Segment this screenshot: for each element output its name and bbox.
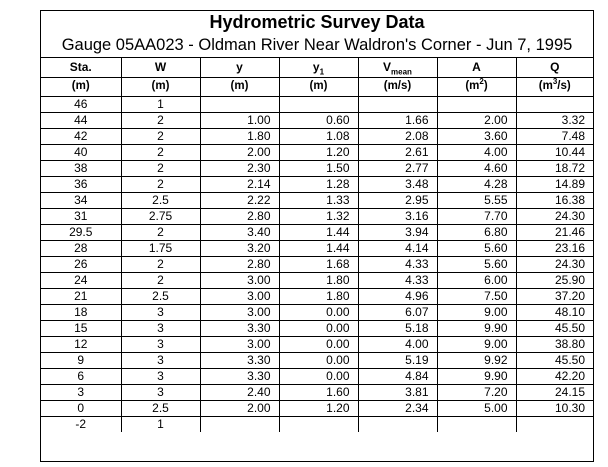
cell-w: 1.75 xyxy=(121,240,200,256)
cell-w: 3 xyxy=(121,352,200,368)
table-row xyxy=(41,352,593,368)
cell-a xyxy=(437,416,516,432)
cell-y: 3.30 xyxy=(200,320,279,336)
cell-vmean xyxy=(358,96,437,112)
cell-y: 2.30 xyxy=(200,160,279,176)
cell-sta: 26 xyxy=(41,256,121,272)
cell-y: 2.80 xyxy=(200,208,279,224)
header-sta: Sta. xyxy=(41,58,121,77)
cell-sta: 44 xyxy=(41,112,121,128)
cell-a xyxy=(437,96,516,112)
cell-vmean: 2.61 xyxy=(358,144,437,160)
header-q: Q xyxy=(516,58,593,77)
cell-a: 4.28 xyxy=(437,176,516,192)
cell-sta: 31 xyxy=(41,208,121,224)
cell-q: 37.20 xyxy=(516,288,593,304)
cell-a: 4.60 xyxy=(437,160,516,176)
cell-y1 xyxy=(279,96,358,112)
cell-vmean: 3.81 xyxy=(358,384,437,400)
cell-y1: 1.50 xyxy=(279,160,358,176)
cell-q: 42.20 xyxy=(516,368,593,384)
table-row xyxy=(41,320,593,336)
cell-y: 2.80 xyxy=(200,256,279,272)
cell-y1: 1.80 xyxy=(279,272,358,288)
cell-vmean: 5.19 xyxy=(358,352,437,368)
table-row xyxy=(41,400,593,416)
cell-a: 5.55 xyxy=(437,192,516,208)
cell-sta: 18 xyxy=(41,304,121,320)
header-a: A xyxy=(437,58,516,77)
cell-q: 10.44 xyxy=(516,144,593,160)
table-row xyxy=(41,192,593,208)
cell-a: 7.50 xyxy=(437,288,516,304)
cell-a: 7.70 xyxy=(437,208,516,224)
cell-a: 6.80 xyxy=(437,224,516,240)
cell-q: 24.30 xyxy=(516,208,593,224)
cell-q: 14.89 xyxy=(516,176,593,192)
table-row xyxy=(41,144,593,160)
unit-q: $(m^3/s)$ xyxy=(516,77,593,96)
cell-a: 9.92 xyxy=(437,352,516,368)
header-y: y xyxy=(200,58,279,77)
cell-sta: 36 xyxy=(41,176,121,192)
table-row xyxy=(41,176,593,192)
table-row xyxy=(41,368,593,384)
cell-a: 9.90 xyxy=(437,368,516,384)
cell-a: 5.60 xyxy=(437,240,516,256)
cell-y1: 0.00 xyxy=(279,304,358,320)
cell-y xyxy=(200,416,279,432)
cell-sta: 46 xyxy=(41,96,121,112)
cell-y: 2.40 xyxy=(200,384,279,400)
cell-vmean: 6.07 xyxy=(358,304,437,320)
cell-sta: 28 xyxy=(41,240,121,256)
cell-q: 24.15 xyxy=(516,384,593,400)
cell-vmean: 2.95 xyxy=(358,192,437,208)
cell-w: 2 xyxy=(121,144,200,160)
cell-y: 1.00 xyxy=(200,112,279,128)
cell-sta: 42 xyxy=(41,128,121,144)
cell-vmean: 3.94 xyxy=(358,224,437,240)
cell-y1: 1.20 xyxy=(279,144,358,160)
cell-y: 3.00 xyxy=(200,272,279,288)
cell-vmean: 3.16 xyxy=(358,208,437,224)
cell-a: 9.00 xyxy=(437,336,516,352)
cell-vmean: 2.34 xyxy=(358,400,437,416)
cell-q: 45.50 xyxy=(516,352,593,368)
cell-y1: 1.28 xyxy=(279,176,358,192)
unit-a: $(m^2)$ xyxy=(437,77,516,96)
cell-y1: 1.32 xyxy=(279,208,358,224)
table-row xyxy=(41,384,593,400)
cell-y: 3.20 xyxy=(200,240,279,256)
cell-w: 3 xyxy=(121,336,200,352)
cell-q: 18.72 xyxy=(516,160,593,176)
cell-q: 45.50 xyxy=(516,320,593,336)
cell-sta: 0 xyxy=(41,400,121,416)
cell-y: 3.40 xyxy=(200,224,279,240)
cell-y: 2.00 xyxy=(200,144,279,160)
table-row xyxy=(41,208,593,224)
cell-w: 2.75 xyxy=(121,208,200,224)
unit-y: (m) xyxy=(200,77,279,96)
cell-y: 3.00 xyxy=(200,336,279,352)
cell-sta: 29.5 xyxy=(41,224,121,240)
cell-y1: 0.00 xyxy=(279,352,358,368)
cell-w: 2.5 xyxy=(121,400,200,416)
cell-y: 2.14 xyxy=(200,176,279,192)
cell-a: 4.00 xyxy=(437,144,516,160)
cell-y1: 0.60 xyxy=(279,112,358,128)
cell-w: 2 xyxy=(121,224,200,240)
cell-a: 7.20 xyxy=(437,384,516,400)
cell-y: 3.00 xyxy=(200,288,279,304)
header-row-symbols xyxy=(41,58,593,77)
cell-vmean: 3.48 xyxy=(358,176,437,192)
table-row xyxy=(41,288,593,304)
table-row xyxy=(41,128,593,144)
cell-y1: 0.00 xyxy=(279,336,358,352)
cell-y: 2.00 xyxy=(200,400,279,416)
table-row xyxy=(41,240,593,256)
table-row xyxy=(41,336,593,352)
table-row xyxy=(41,304,593,320)
cell-w: 1 xyxy=(121,96,200,112)
header-y1: $y_1$ xyxy=(279,58,358,77)
cell-sta: 12 xyxy=(41,336,121,352)
cell-q: 48.10 xyxy=(516,304,593,320)
cell-y: 1.80 xyxy=(200,128,279,144)
unit-sta: (m) xyxy=(41,77,121,96)
header-w: W xyxy=(121,58,200,77)
unit-y1: (m) xyxy=(279,77,358,96)
cell-y1: 0.00 xyxy=(279,368,358,384)
table-row xyxy=(41,224,593,240)
cell-sta: 6 xyxy=(41,368,121,384)
cell-vmean: 4.84 xyxy=(358,368,437,384)
cell-w: 3 xyxy=(121,320,200,336)
cell-a: 5.00 xyxy=(437,400,516,416)
cell-q: 24.30 xyxy=(516,256,593,272)
cell-sta: -2 xyxy=(41,416,121,432)
cell-w: 3 xyxy=(121,368,200,384)
cell-y1: 1.20 xyxy=(279,400,358,416)
cell-vmean: 4.96 xyxy=(358,288,437,304)
cell-sta: 34 xyxy=(41,192,121,208)
cell-sta: 3 xyxy=(41,384,121,400)
table-row xyxy=(41,256,593,272)
cell-q: 21.46 xyxy=(516,224,593,240)
unit-w: (m) xyxy=(121,77,200,96)
cell-sta: 24 xyxy=(41,272,121,288)
cell-y xyxy=(200,96,279,112)
sheet-subtitle: Gauge 05AA023 - Oldman River Near Waldron's Corner - Jun 7, 1995 xyxy=(41,34,593,58)
cell-w: 2 xyxy=(121,160,200,176)
unit-vmean: (m/s) xyxy=(358,77,437,96)
cell-w: 2 xyxy=(121,176,200,192)
cell-vmean: 1.66 xyxy=(358,112,437,128)
cell-q xyxy=(516,96,593,112)
cell-q: 3.32 xyxy=(516,112,593,128)
table-row xyxy=(41,160,593,176)
cell-sta: 21 xyxy=(41,288,121,304)
cell-y1 xyxy=(279,416,358,432)
cell-q: 10.30 xyxy=(516,400,593,416)
cell-w: 2 xyxy=(121,272,200,288)
cell-y1: 1.68 xyxy=(279,256,358,272)
cell-a: 9.00 xyxy=(437,304,516,320)
cell-vmean: 5.18 xyxy=(358,320,437,336)
cell-vmean: 4.33 xyxy=(358,256,437,272)
cell-w: 2 xyxy=(121,256,200,272)
cell-a: 5.60 xyxy=(437,256,516,272)
cell-y1: 0.00 xyxy=(279,320,358,336)
survey-table xyxy=(41,58,593,432)
cell-y: 3.00 xyxy=(200,304,279,320)
cell-y1: 1.44 xyxy=(279,224,358,240)
header-row-units xyxy=(41,77,593,96)
cell-vmean: 2.77 xyxy=(358,160,437,176)
cell-w: 2 xyxy=(121,128,200,144)
cell-q: 38.80 xyxy=(516,336,593,352)
table-row xyxy=(41,112,593,128)
cell-q: 23.16 xyxy=(516,240,593,256)
cell-a: 2.00 xyxy=(437,112,516,128)
cell-q: 16.38 xyxy=(516,192,593,208)
table-row xyxy=(41,272,593,288)
cell-y1: 1.33 xyxy=(279,192,358,208)
sheet-title: Hydrometric Survey Data xyxy=(209,12,425,32)
cell-q: 7.48 xyxy=(516,128,593,144)
cell-sta: 38 xyxy=(41,160,121,176)
cell-w: 3 xyxy=(121,384,200,400)
cell-w: 1 xyxy=(121,416,200,432)
cell-vmean: 4.14 xyxy=(358,240,437,256)
data-sheet xyxy=(40,10,594,462)
cell-w: 3 xyxy=(121,304,200,320)
header-vmean: $V_{mean}$ xyxy=(358,58,437,77)
cell-y: 2.22 xyxy=(200,192,279,208)
survey-table-body xyxy=(41,58,593,432)
cell-y: 3.30 xyxy=(200,352,279,368)
table-row xyxy=(41,416,593,432)
cell-y1: 1.60 xyxy=(279,384,358,400)
cell-vmean xyxy=(358,416,437,432)
cell-w: 2.5 xyxy=(121,288,200,304)
cell-sta: 9 xyxy=(41,352,121,368)
cell-vmean: 2.08 xyxy=(358,128,437,144)
cell-y1: 1.80 xyxy=(279,288,358,304)
cell-w: 2 xyxy=(121,112,200,128)
cell-sta: 15 xyxy=(41,320,121,336)
cell-a: 9.90 xyxy=(437,320,516,336)
cell-sta: 40 xyxy=(41,144,121,160)
cell-y1: 1.08 xyxy=(279,128,358,144)
cell-vmean: 4.33 xyxy=(358,272,437,288)
cell-a: 3.60 xyxy=(437,128,516,144)
cell-q: 25.90 xyxy=(516,272,593,288)
cell-y1: 1.44 xyxy=(279,240,358,256)
cell-w: 2.5 xyxy=(121,192,200,208)
cell-q xyxy=(516,416,593,432)
cell-y: 3.30 xyxy=(200,368,279,384)
table-row xyxy=(41,96,593,112)
cell-vmean: 4.00 xyxy=(358,336,437,352)
cell-a: 6.00 xyxy=(437,272,516,288)
